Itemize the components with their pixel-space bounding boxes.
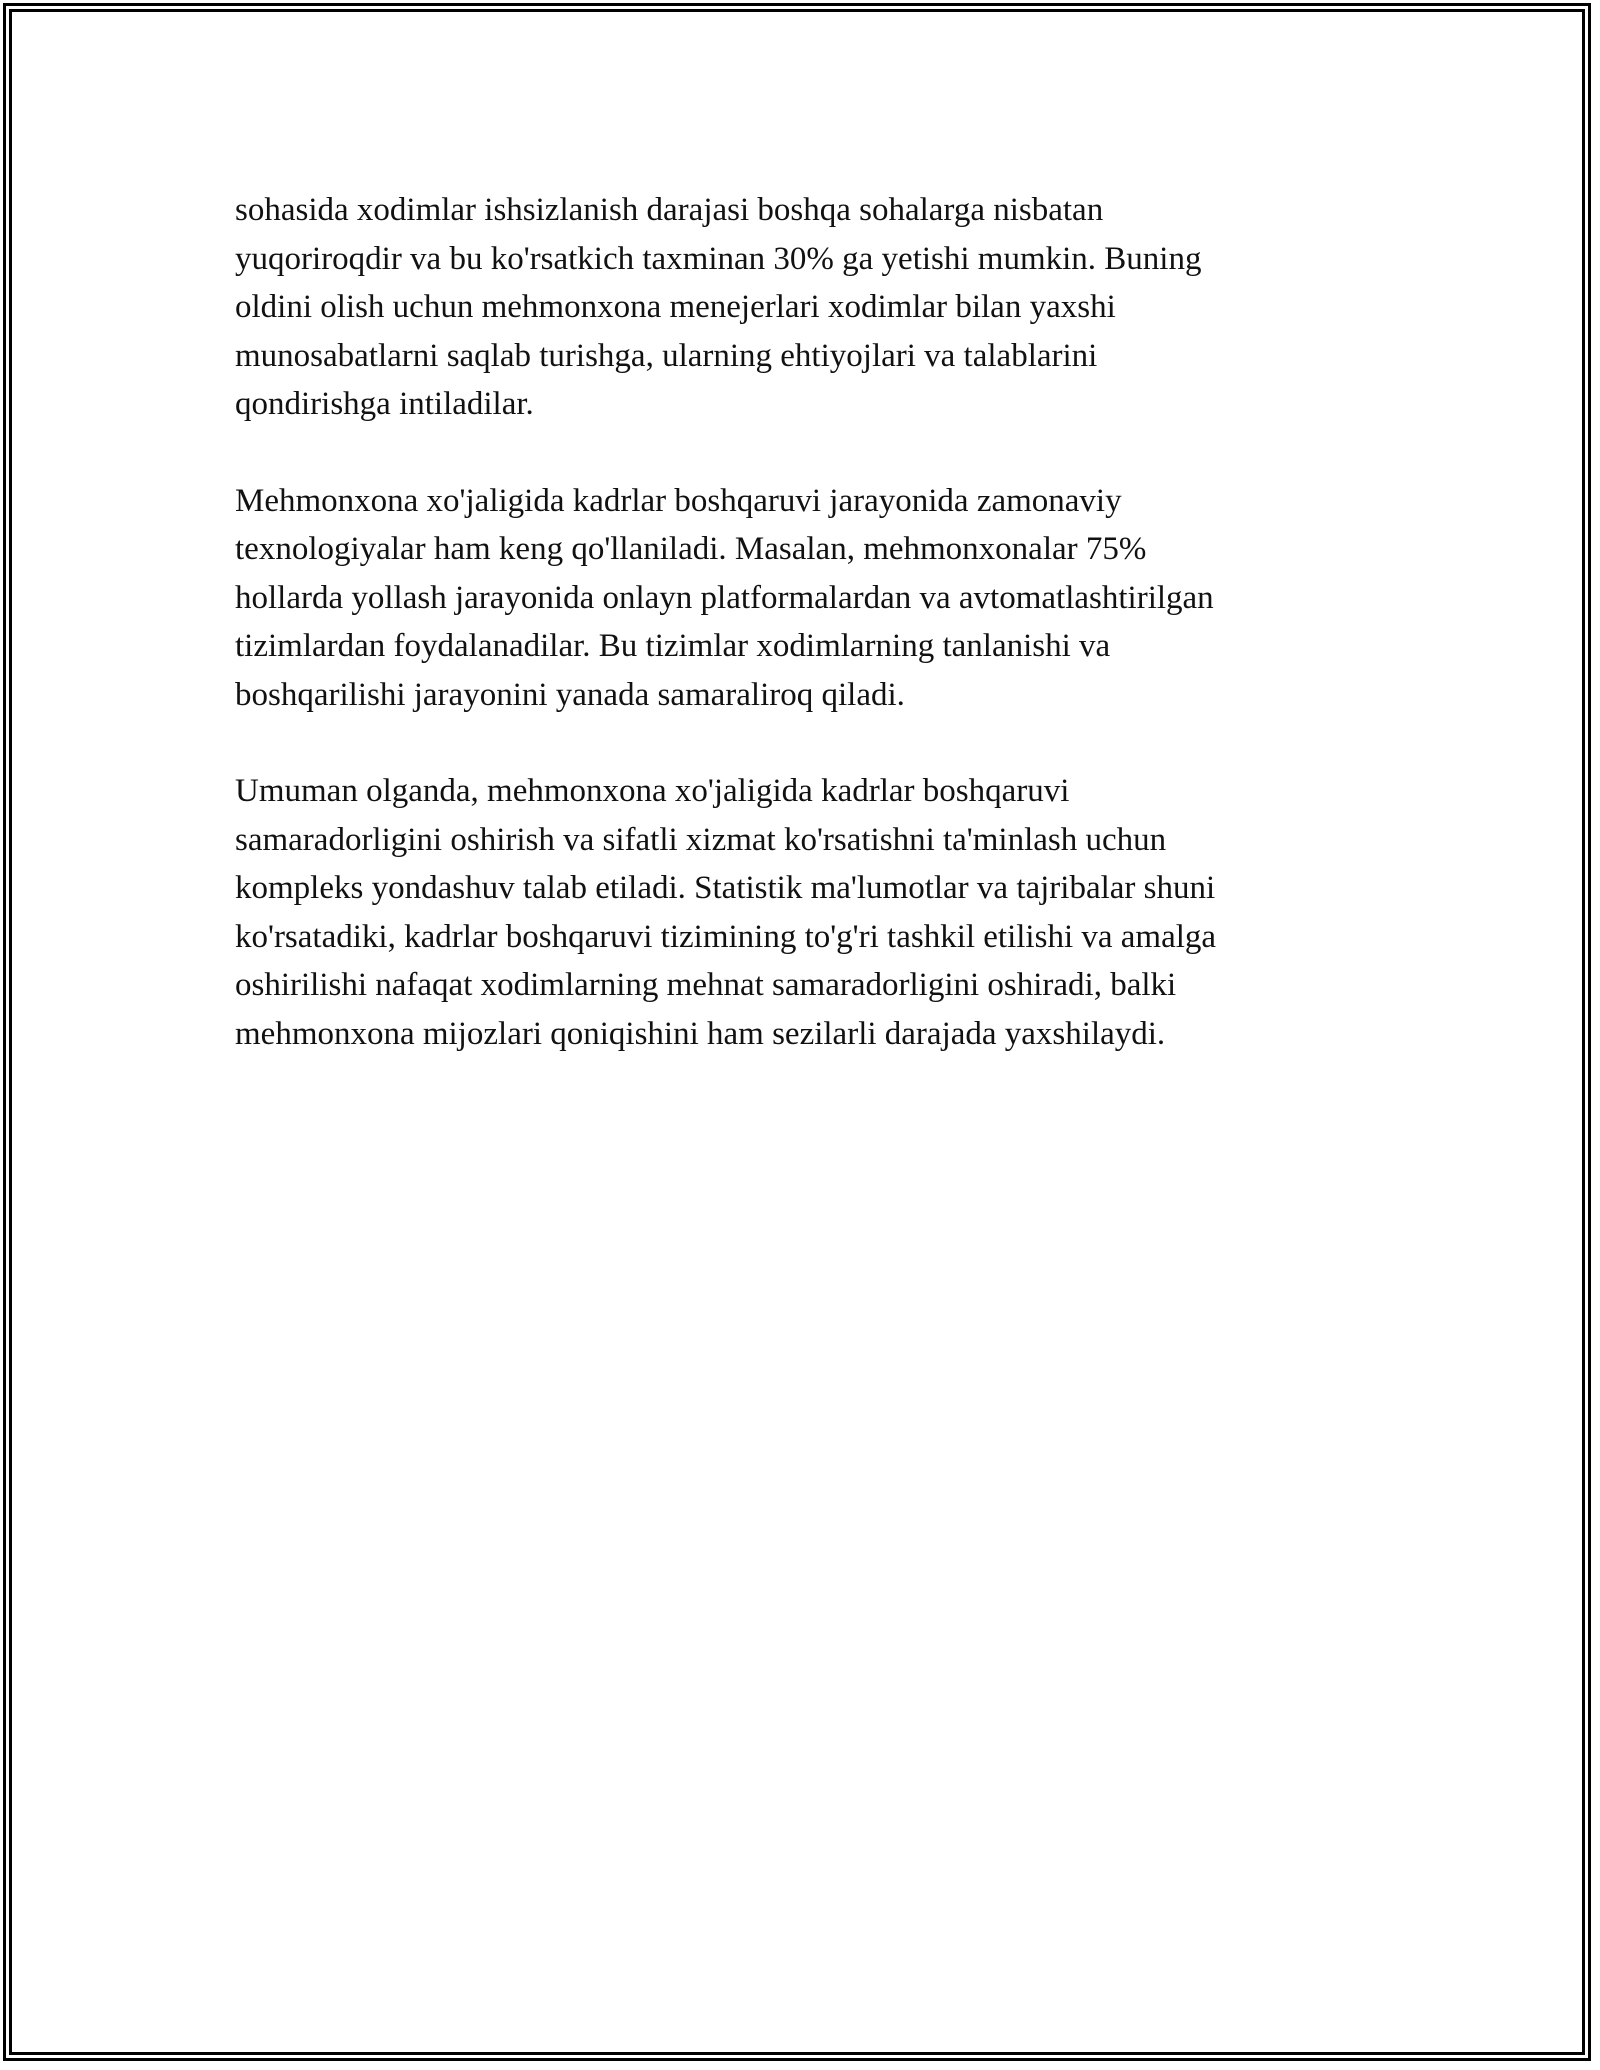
paragraph-technology-usage: Mehmonxona xo'jaligida kadrlar boshqaruvi jarayonida zamonaviy texnologiyalar ham keng qo'llaniladi. Masalan, mehmonxonalar 75% hollarda yollash jarayonida onlayn platformalardan va avtomatlashtirilgan tizimlardan foydalanadilar. Bu tizimlar xodimlarning tanlanishi va boshqarilishi jarayonini yanada samaraliroq qiladi. <box>235 482 1214 713</box>
paragraph-staff-turnover: sohasida xodimlar ishsizlanish darajasi boshqa sohalarga nisbatan yuqoriroqdir va bu ko'rsatkich taxminan 30% ga yetishi mumkin. Buning oldini olish uchun mehmonxona menejerlari xodimlar bilan yaxshi munosabatlarni saqlab turishga, ularning ehtiyojlari va talablarini qondirishga intiladilar. <box>235 192 1202 422</box>
document-body <box>235 186 1345 1106</box>
paragraph-conclusion: Umuman olganda, mehmonxona xo'jaligida kadrlar boshqaruvi samaradorligini oshirish va sifatli xizmat ko'rsatishni ta'minlash uchun kompleks yondashuv talab etiladi. Statistik ma'lumotlar va tajribalar shuni ko'rsatadiki, kadrlar boshqaruvi tizimining to'g'ri tashkil etilishi va amalga oshirilishi nafaqat xodimlarning mehnat samaradorligini oshiradi, balki mehmonxona mijozlari qoniqishini ham sezilarli darajada yaxshilaydi. <box>235 773 1217 1052</box>
